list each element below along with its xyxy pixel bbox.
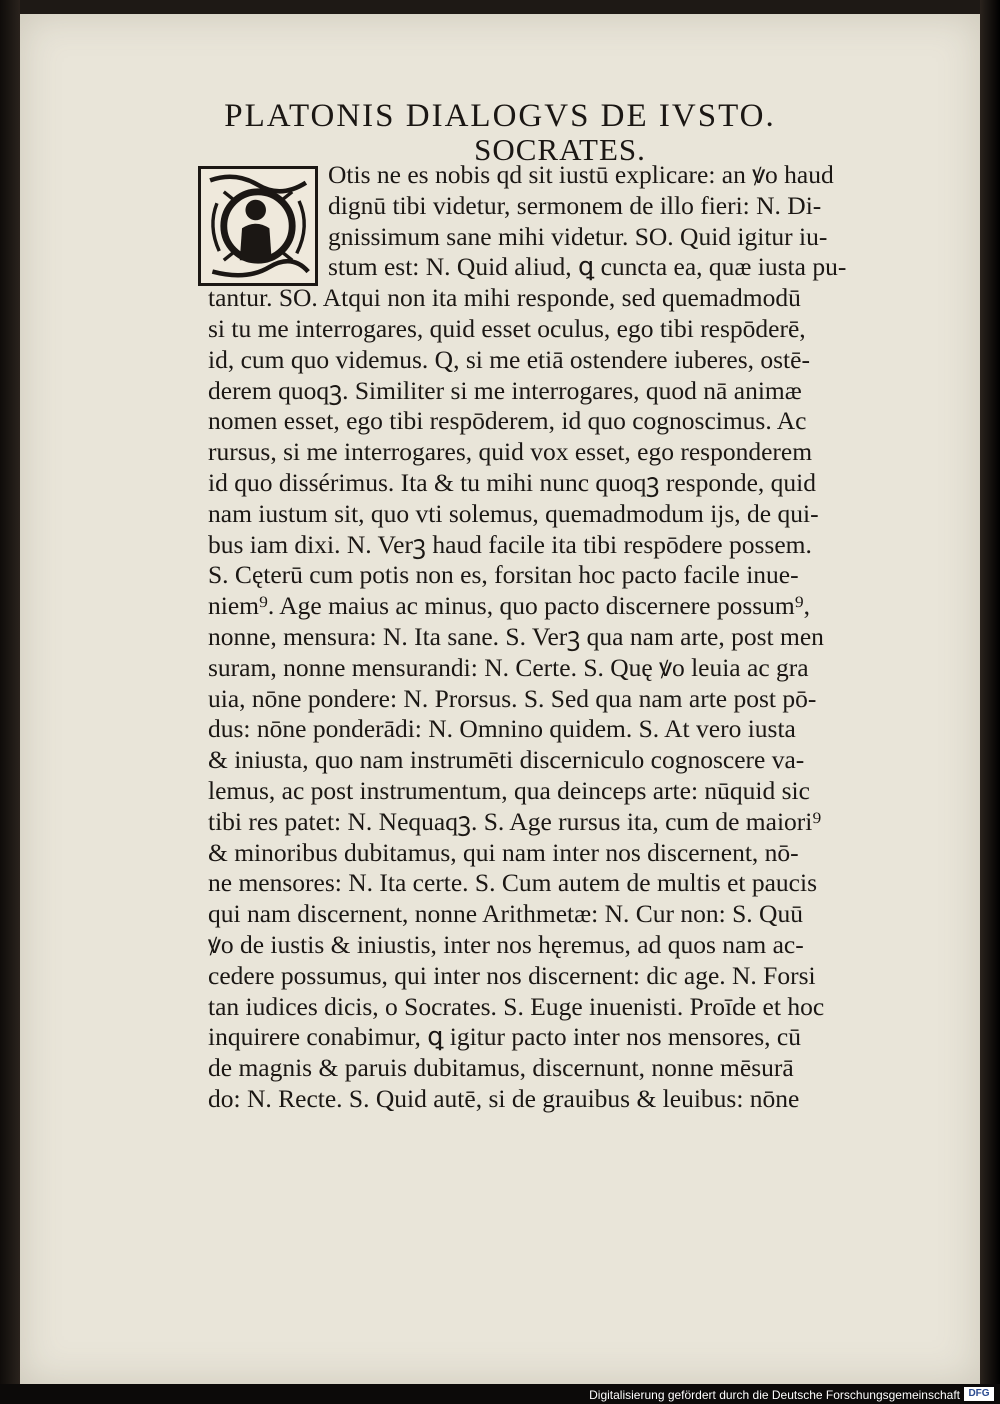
text-line: stum est: N. Quid aliud, ꝗ cuncta ea, quæ iusta pu- [328,252,847,282]
text-line: derem quoqꝫ. Similiter si me interrogares, quod nā animæ [208,375,802,405]
scan-top-edge [0,0,1000,14]
text-line: qui nam discernent, nonne Arithmetæ: N. Cur non: S. Quū [208,899,803,929]
text-line: rursus, si me interrogares, quid vox esset, ego responderem [208,437,813,467]
text-line: tan iudices dicis, o Socrates. S. Euge inuenisti. Proīde et hoc [208,991,825,1021]
text-line: si tu me interrogares, quid esset oculus, ego tibi respōderē, [208,313,806,343]
text-line: niem⁹. Age maius ac minus, quo pacto discernere possum⁹, [208,591,811,621]
text-line: Otis ne es nobis qd sit iustū explicare: an ꝟo haud [328,160,834,189]
text-line: gnissimum sane mihi videtur. SO. Quid igitur iu- [328,221,828,251]
dialogue-title: PLATONIS DIALOGVS DE IVSTO. [224,98,776,134]
text-line: bus iam dixi. N. Verꝫ haud facile ita tibi respōdere possem. [208,529,812,559]
book-spine [0,0,20,1404]
speaker-heading: SOCRATES. [474,132,646,167]
text-line: ne mensores: N. Ita certe. S. Cum autem de multis et paucis [208,868,818,898]
text-line: dignū tibi videtur, sermonem de illo fieri: N. Di- [328,190,822,220]
dialogue-body [208,160,918,1115]
scan-footer-bar [0,1384,1000,1404]
page-right-edge [980,0,1000,1404]
text-line: ꝟo de iustis & iniustis, inter nos hęremus, ad quos nam ac- [208,929,804,959]
text-line: dus: nōne ponderādi: N. Omnino quidem. S. At vero iusta [208,714,796,744]
digitization-credit: Digitalisierung gefördert durch die Deutsche Forschungsgemeinschaft [589,1388,960,1402]
text-line: cedere possumus, qui inter nos discernent: dic age. N. Forsi [208,960,816,990]
text-line: suram, nonne mensurandi: N. Certe. S. Quę ꝟo leuia ac gra [208,652,809,682]
text-line: S. Cęterū cum potis non es, forsitan hoc pacto facile inue- [208,560,799,590]
text-line: de magnis & paruis dubitamus, discernunt, nonne mēsurā [208,1053,794,1083]
dfg-logo-icon: DFG [964,1387,994,1401]
text-line: & minoribus dubitamus, qui nam inter nos discernent, nō- [208,837,799,867]
text-line: lemus, ac post instrumentum, qua deinceps arte: nūquid sic [208,775,810,805]
text-line: tibi res patet: N. Nequaqꝫ. S. Age rursus ita, cum de maiori⁹ [208,806,822,836]
text-line: & iniusta, quo nam instrumēti discerniculo cognoscere va- [208,745,805,775]
text-line: uia, nōne pondere: N. Prorsus. S. Sed qua nam arte post pō- [208,683,817,713]
text-line: inquirere conabimur, ꝗ igitur pacto inter nos mensores, cū [208,1022,801,1052]
text-line: do: N. Recte. S. Quid autē, si de grauibus & leuibus: nōne [208,1083,800,1113]
text-line: tantur. SO. Atqui non ita mihi responde, sed quemadmodū [208,283,801,313]
text-line: id, cum quo videmus. Q, si me etiā ostendere iuberes, ostē- [208,344,810,374]
text-line: id quo dissérimus. Ita & tu mihi nunc quoqꝫ responde, quid [208,467,816,497]
text-line: nonne, mensura: N. Ita sane. S. Verꝫ qua nam arte, post men [208,621,824,651]
text-line: nam iustum sit, quo vti solemus, quemadmodum ijs, de qui- [208,498,819,528]
text-line: nomen esset, ego tibi respōderem, id quo cognoscimus. Ac [208,406,807,436]
